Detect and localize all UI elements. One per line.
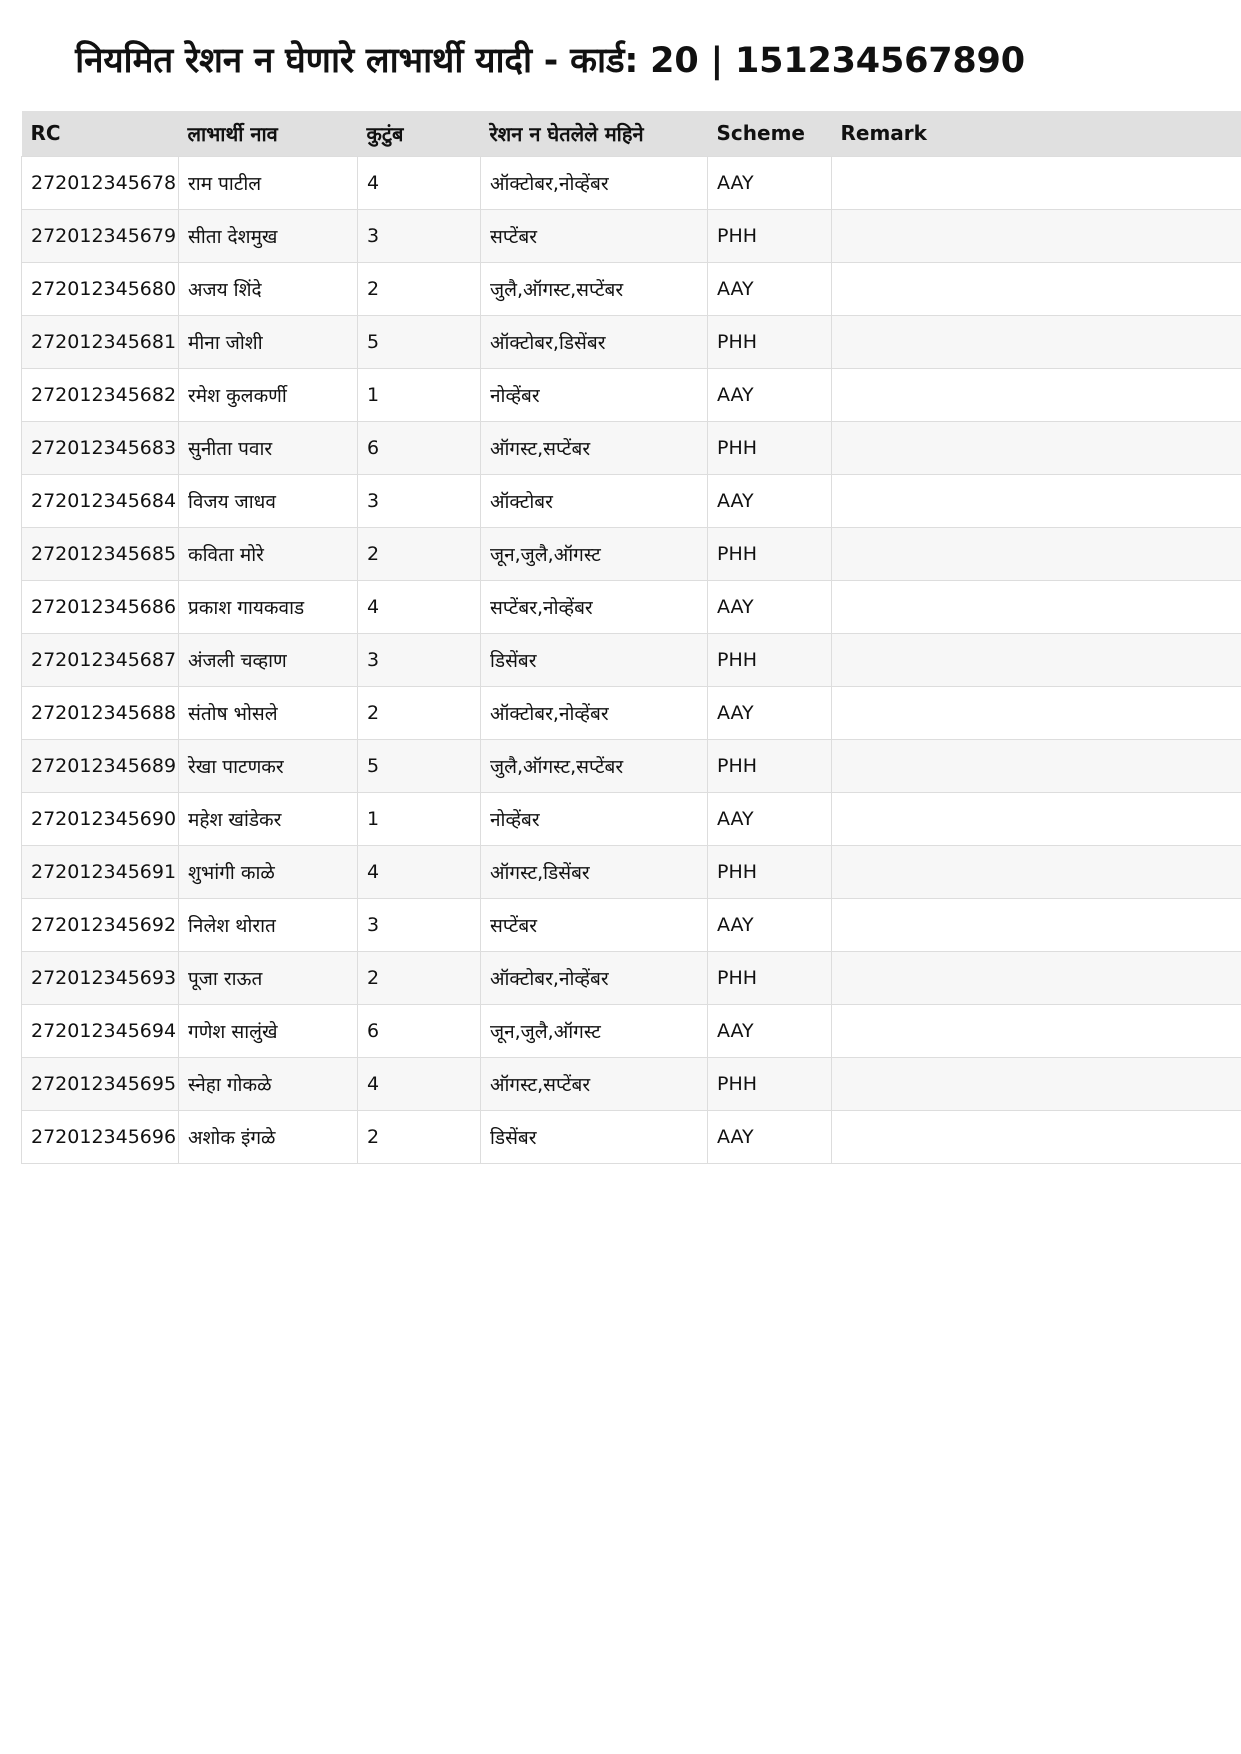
cell-missed-months: डिसेंबर: [481, 1110, 708, 1163]
cell-beneficiary-name: प्रकाश गायकवाड: [179, 580, 358, 633]
table-row: [22, 315, 1241, 368]
cell-missed-months: ऑगस्ट,डिसेंबर: [481, 845, 708, 898]
cell-remark: [832, 633, 1241, 686]
cell-remark: [832, 1057, 1241, 1110]
table-row: [22, 739, 1241, 792]
cell-beneficiary-name: अजय शिंदे: [179, 262, 358, 315]
cell-missed-months: जून,जुलै,ऑगस्ट: [481, 1004, 708, 1057]
cell-rc: 272012345686: [22, 580, 179, 633]
cell-beneficiary-name: शुभांगी काळे: [179, 845, 358, 898]
cell-family-count: 3: [358, 209, 481, 262]
cell-missed-months: जून,जुलै,ऑगस्ट: [481, 527, 708, 580]
column-header-scheme: Scheme: [716, 121, 805, 146]
cell-scheme: AAY: [708, 1110, 832, 1163]
cell-remark: [832, 156, 1241, 209]
cell-scheme: AAY: [708, 686, 832, 739]
cell-missed-months: नोव्हेंबर: [481, 792, 708, 845]
cell-beneficiary-name: गणेश सालुंखे: [179, 1004, 358, 1057]
cell-family-count: 1: [358, 368, 481, 421]
cell-missed-months: सप्टेंबर: [481, 209, 708, 262]
table-row: [22, 1057, 1241, 1110]
cell-beneficiary-name: रमेश कुलकर्णी: [179, 368, 358, 421]
cell-beneficiary-name: महेश खांडेकर: [179, 792, 358, 845]
cell-scheme: AAY: [708, 262, 832, 315]
cell-missed-months: सप्टेंबर: [481, 898, 708, 951]
cell-missed-months: ऑगस्ट,सप्टेंबर: [481, 1057, 708, 1110]
cell-family-count: 4: [358, 156, 481, 209]
cell-remark: [832, 527, 1241, 580]
cell-remark: [832, 368, 1241, 421]
cell-family-count: 5: [358, 739, 481, 792]
cell-missed-months: ऑक्टोबर,नोव्हेंबर: [481, 686, 708, 739]
column-header-remark: Remark: [840, 121, 927, 146]
cell-scheme: AAY: [708, 1004, 832, 1057]
cell-remark: [832, 262, 1241, 315]
cell-rc: 272012345692: [22, 898, 179, 951]
cell-beneficiary-name: विजय जाधव: [179, 474, 358, 527]
cell-remark: [832, 792, 1241, 845]
column-header-rc: RC: [30, 121, 61, 146]
cell-beneficiary-name: निलेश थोरात: [179, 898, 358, 951]
table-row: [22, 421, 1241, 474]
cell-rc: 272012345691: [22, 845, 179, 898]
column-header-family: कुटुंब: [366, 121, 404, 146]
cell-remark: [832, 421, 1241, 474]
beneficiary-table: [21, 111, 1241, 1164]
cell-remark: [832, 1004, 1241, 1057]
table-row: [22, 898, 1241, 951]
cell-family-count: 2: [358, 951, 481, 1004]
cell-remark: [832, 845, 1241, 898]
cell-remark: [832, 315, 1241, 368]
table-row: [22, 580, 1241, 633]
cell-rc: 272012345693: [22, 951, 179, 1004]
cell-missed-months: ऑक्टोबर,नोव्हेंबर: [481, 951, 708, 1004]
cell-beneficiary-name: सुनीता पवार: [179, 421, 358, 474]
cell-family-count: 2: [358, 527, 481, 580]
cell-scheme: AAY: [708, 792, 832, 845]
cell-beneficiary-name: कविता मोरे: [179, 527, 358, 580]
cell-scheme: AAY: [708, 156, 832, 209]
table-row: [22, 527, 1241, 580]
cell-remark: [832, 739, 1241, 792]
cell-family-count: 4: [358, 580, 481, 633]
cell-rc: 272012345678: [22, 156, 179, 209]
cell-family-count: 3: [358, 633, 481, 686]
cell-family-count: 3: [358, 474, 481, 527]
cell-remark: [832, 474, 1241, 527]
cell-rc: 272012345681: [22, 315, 179, 368]
cell-scheme: PHH: [708, 209, 832, 262]
beneficiary-table-container: [21, 111, 1241, 1164]
cell-scheme: PHH: [708, 527, 832, 580]
cell-rc: 272012345684: [22, 474, 179, 527]
cell-missed-months: ऑक्टोबर,नोव्हेंबर: [481, 156, 708, 209]
table-row: [22, 262, 1241, 315]
cell-rc: 272012345695: [22, 1057, 179, 1110]
cell-remark: [832, 580, 1241, 633]
page-title: नियमित रेशन न घेणारे लाभार्थी यादी - कार्ड: 20 | 151234567890: [75, 41, 1025, 81]
cell-beneficiary-name: अंजली चव्हाण: [179, 633, 358, 686]
cell-rc: 272012345680: [22, 262, 179, 315]
cell-family-count: 6: [358, 421, 481, 474]
cell-scheme: AAY: [708, 898, 832, 951]
cell-missed-months: सप्टेंबर,नोव्हेंबर: [481, 580, 708, 633]
table-row: [22, 1004, 1241, 1057]
cell-beneficiary-name: पूजा राऊत: [179, 951, 358, 1004]
cell-family-count: 3: [358, 898, 481, 951]
cell-missed-months: ऑगस्ट,सप्टेंबर: [481, 421, 708, 474]
cell-family-count: 4: [358, 1057, 481, 1110]
cell-scheme: AAY: [708, 580, 832, 633]
table-row: [22, 1110, 1241, 1163]
cell-scheme: AAY: [708, 368, 832, 421]
cell-rc: 272012345696: [22, 1110, 179, 1163]
cell-missed-months: जुलै,ऑगस्ट,सप्टेंबर: [481, 262, 708, 315]
cell-scheme: PHH: [708, 1057, 832, 1110]
column-header-months: रेशन न घेतलेले महिने: [489, 121, 644, 146]
cell-scheme: PHH: [708, 633, 832, 686]
cell-rc: 272012345683: [22, 421, 179, 474]
cell-rc: 272012345682: [22, 368, 179, 421]
table-row: [22, 792, 1241, 845]
cell-beneficiary-name: संतोष भोसले: [179, 686, 358, 739]
cell-family-count: 6: [358, 1004, 481, 1057]
cell-missed-months: जुलै,ऑगस्ट,सप्टेंबर: [481, 739, 708, 792]
cell-rc: 272012345690: [22, 792, 179, 845]
cell-missed-months: डिसेंबर: [481, 633, 708, 686]
cell-family-count: 5: [358, 315, 481, 368]
table-row: [22, 209, 1241, 262]
cell-rc: 272012345687: [22, 633, 179, 686]
cell-missed-months: नोव्हेंबर: [481, 368, 708, 421]
cell-scheme: PHH: [708, 739, 832, 792]
cell-scheme: PHH: [708, 845, 832, 898]
cell-beneficiary-name: अशोक इंगळे: [179, 1110, 358, 1163]
cell-missed-months: ऑक्टोबर: [481, 474, 708, 527]
cell-family-count: 1: [358, 792, 481, 845]
cell-family-count: 2: [358, 686, 481, 739]
cell-rc: 272012345688: [22, 686, 179, 739]
table-row: [22, 633, 1241, 686]
cell-missed-months: ऑक्टोबर,डिसेंबर: [481, 315, 708, 368]
table-row: [22, 368, 1241, 421]
cell-beneficiary-name: मीना जोशी: [179, 315, 358, 368]
cell-remark: [832, 1110, 1241, 1163]
cell-rc: 272012345694: [22, 1004, 179, 1057]
table-row: [22, 474, 1241, 527]
cell-scheme: PHH: [708, 951, 832, 1004]
cell-beneficiary-name: राम पाटील: [179, 156, 358, 209]
cell-rc: 272012345679: [22, 209, 179, 262]
cell-remark: [832, 951, 1241, 1004]
cell-beneficiary-name: सीता देशमुख: [179, 209, 358, 262]
cell-scheme: PHH: [708, 421, 832, 474]
cell-rc: 272012345689: [22, 739, 179, 792]
cell-scheme: AAY: [708, 474, 832, 527]
table-header-row: [22, 111, 1241, 156]
cell-remark: [832, 898, 1241, 951]
table-row: [22, 156, 1241, 209]
cell-family-count: 2: [358, 262, 481, 315]
table-header: [22, 111, 1241, 156]
table-row: [22, 951, 1241, 1004]
cell-beneficiary-name: स्नेहा गोकळे: [179, 1057, 358, 1110]
table-row: [22, 845, 1241, 898]
cell-beneficiary-name: रेखा पाटणकर: [179, 739, 358, 792]
cell-family-count: 4: [358, 845, 481, 898]
cell-remark: [832, 209, 1241, 262]
cell-scheme: PHH: [708, 315, 832, 368]
cell-remark: [832, 686, 1241, 739]
cell-family-count: 2: [358, 1110, 481, 1163]
table-body: [22, 156, 1241, 1163]
table-row: [22, 686, 1241, 739]
column-header-name: लाभार्थी नाव: [187, 121, 278, 146]
cell-rc: 272012345685: [22, 527, 179, 580]
